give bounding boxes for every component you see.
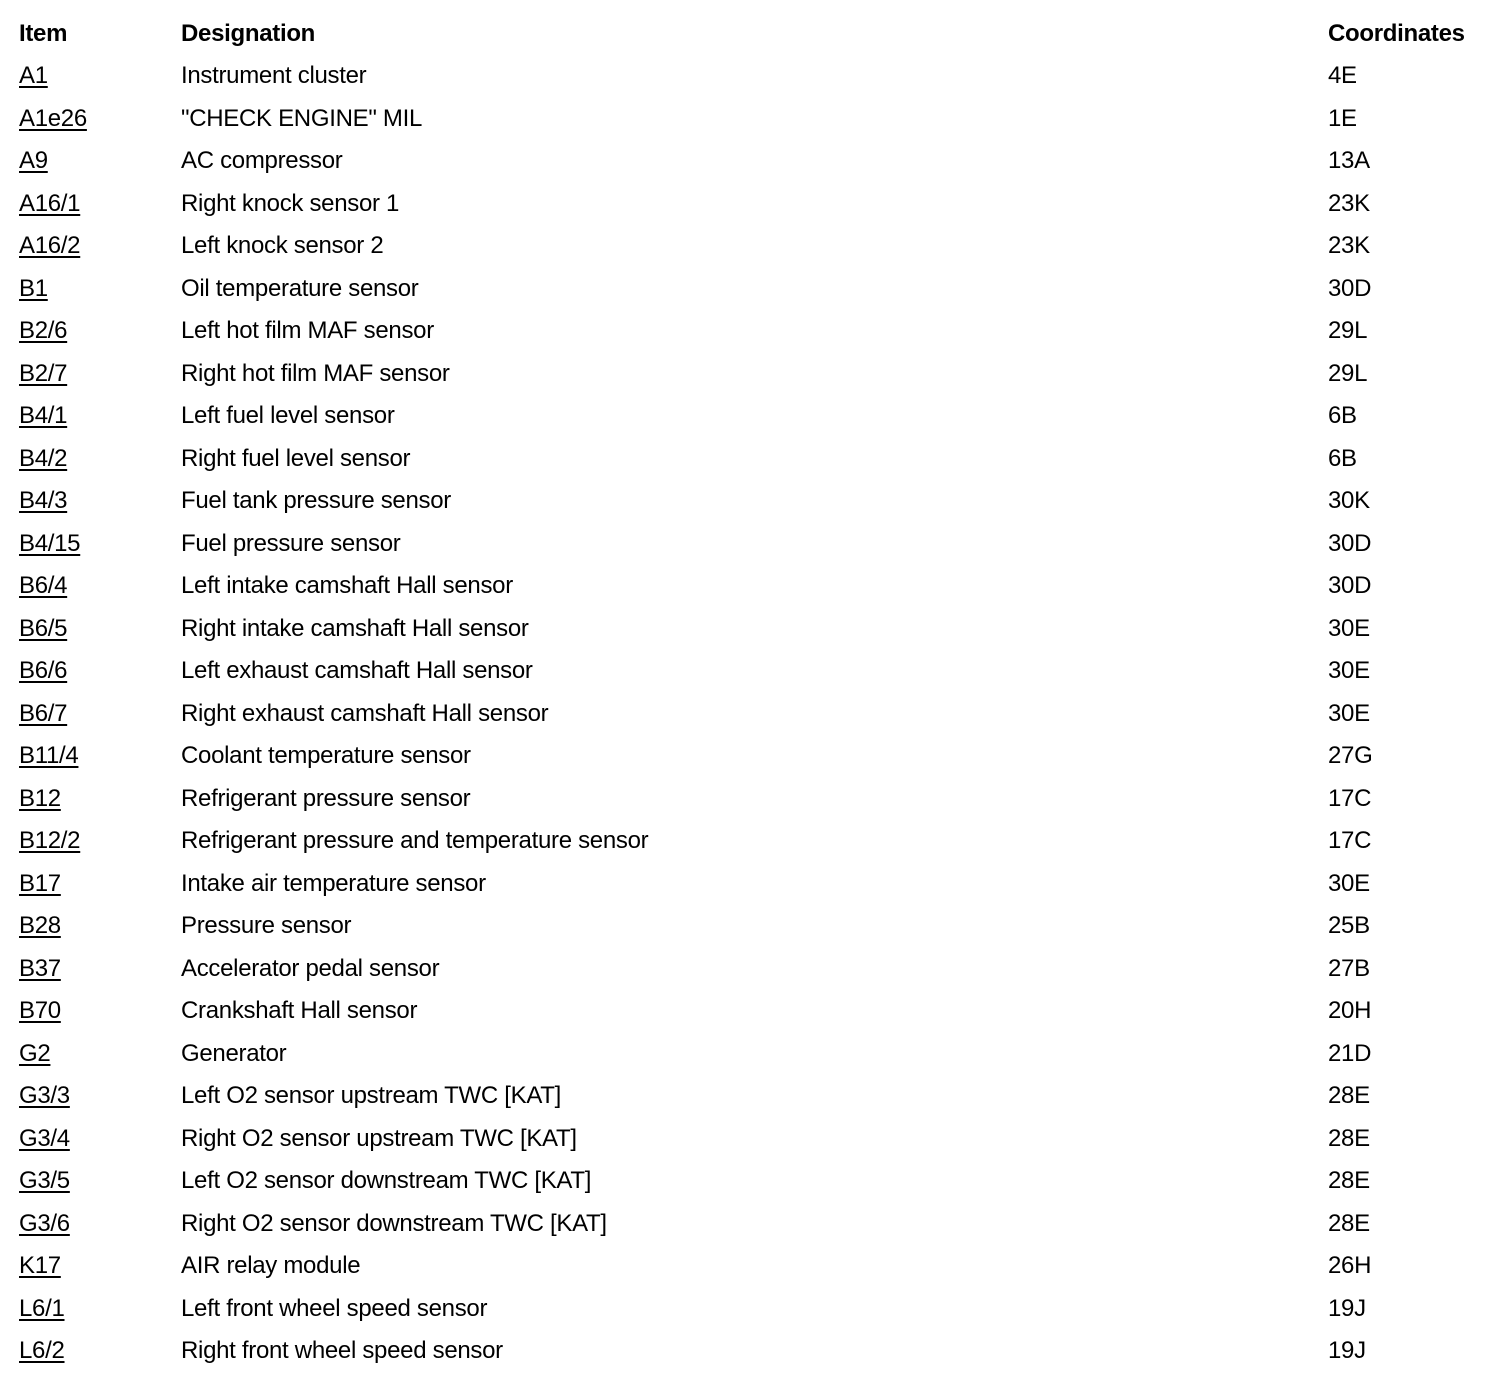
designation-text: Oil temperature sensor — [181, 274, 419, 302]
item-link[interactable]: B4/3 — [19, 487, 68, 514]
designation-text: Right knock sensor 1 — [181, 189, 400, 217]
item-link[interactable]: B17 — [19, 869, 61, 897]
coordinates-text: 13A — [1328, 147, 1370, 174]
coordinates-text: 30D — [1328, 274, 1372, 302]
table-row — [0, 98, 1504, 140]
item-link[interactable]: G3/4 — [19, 1124, 70, 1152]
designation-text: Left exhaust camshaft Hall sensor — [181, 657, 533, 684]
table-row — [0, 820, 1504, 862]
table-row — [0, 990, 1504, 1032]
table-row — [0, 735, 1504, 777]
coordinates-text: 19J — [1328, 1337, 1366, 1364]
designation-text: Left intake camshaft Hall sensor — [181, 572, 513, 599]
item-link[interactable]: B6/5 — [19, 614, 68, 642]
coordinates-text: 20H — [1328, 997, 1372, 1024]
header-item: Item — [19, 20, 68, 47]
coordinates-text: 17C — [1328, 827, 1372, 854]
coordinates-text: 28E — [1328, 1082, 1370, 1109]
coordinates-text: 27G — [1328, 742, 1373, 769]
table-row — [0, 1288, 1504, 1330]
designation-text: Refrigerant pressure and temperature sensor — [181, 827, 649, 854]
item-link[interactable]: B6/4 — [19, 572, 68, 599]
item-link[interactable]: B6/6 — [19, 657, 68, 684]
designation-text: Crankshaft Hall sensor — [181, 997, 418, 1024]
designation-text: Fuel tank pressure sensor — [181, 487, 451, 514]
designation-text: Left fuel level sensor — [181, 402, 395, 429]
table-row — [0, 480, 1504, 522]
designation-text: Right hot film MAF sensor — [181, 359, 450, 387]
coordinates-text: 23K — [1328, 189, 1370, 217]
item-link[interactable]: B2/7 — [19, 359, 68, 387]
coordinates-text: 30K — [1328, 487, 1370, 514]
coordinates-text: 28E — [1328, 1167, 1370, 1194]
coordinates-text: 29L — [1328, 359, 1368, 387]
coordinates-text: 25B — [1328, 912, 1370, 939]
designation-text: Pressure sensor — [181, 912, 352, 939]
coordinates-text: 17C — [1328, 784, 1372, 812]
item-link[interactable]: B11/4 — [19, 742, 79, 769]
designation-text: Right fuel level sensor — [181, 444, 411, 472]
item-link[interactable]: G3/6 — [19, 1209, 70, 1237]
designation-text: Right front wheel speed sensor — [181, 1337, 503, 1364]
item-link[interactable]: B6/7 — [19, 699, 68, 727]
table-header — [0, 13, 1504, 55]
coordinates-text: 6B — [1328, 402, 1357, 429]
table-row — [0, 310, 1504, 352]
designation-text: Right intake camshaft Hall sensor — [181, 614, 529, 642]
item-link[interactable]: L6/1 — [19, 1294, 65, 1322]
item-link[interactable]: A16/1 — [19, 189, 81, 217]
designation-text: Refrigerant pressure sensor — [181, 784, 471, 812]
coordinates-text: 28E — [1328, 1124, 1370, 1152]
coordinates-text: 28E — [1328, 1209, 1370, 1237]
item-link[interactable]: B4/15 — [19, 529, 81, 557]
designation-text: Generator — [181, 1039, 287, 1067]
coordinates-text: 4E — [1328, 62, 1357, 89]
table-row — [0, 1118, 1504, 1160]
item-link[interactable]: B12/2 — [19, 827, 81, 854]
table-row — [0, 1245, 1504, 1287]
coordinates-text: 6B — [1328, 444, 1357, 472]
coordinates-text: 21D — [1328, 1039, 1372, 1067]
designation-text: Left O2 sensor downstream TWC [KAT] — [181, 1167, 592, 1194]
table-row — [0, 268, 1504, 310]
item-link[interactable]: L6/2 — [19, 1337, 65, 1364]
item-link[interactable]: B1 — [19, 274, 48, 302]
coordinates-text: 1E — [1328, 104, 1357, 132]
coordinates-text: 29L — [1328, 317, 1368, 344]
table-row — [0, 1330, 1504, 1372]
coordinates-text: 30E — [1328, 657, 1370, 684]
designation-text: AIR relay module — [181, 1252, 361, 1279]
designation-text: Accelerator pedal sensor — [181, 954, 440, 982]
table-row — [0, 693, 1504, 735]
coordinates-text: 30E — [1328, 614, 1370, 642]
table-row — [0, 225, 1504, 267]
coordinates-text: 30E — [1328, 869, 1370, 897]
table-row — [0, 1203, 1504, 1245]
header-coordinates: Coordinates — [1328, 20, 1465, 47]
table-row — [0, 140, 1504, 182]
table-row — [0, 565, 1504, 607]
designation-text: "CHECK ENGINE" MIL — [181, 104, 423, 132]
designation-text: AC compressor — [181, 147, 343, 174]
designation-text: Left O2 sensor upstream TWC [KAT] — [181, 1082, 562, 1109]
item-link[interactable]: K17 — [19, 1252, 61, 1279]
table-row — [0, 863, 1504, 905]
table-row — [0, 183, 1504, 225]
coordinates-text: 26H — [1328, 1252, 1372, 1279]
item-link[interactable]: A1 — [19, 62, 48, 89]
table-row — [0, 353, 1504, 395]
coordinates-text: 30D — [1328, 529, 1372, 557]
table-row — [0, 948, 1504, 990]
coordinates-text: 27B — [1328, 954, 1370, 982]
item-link[interactable]: G3/3 — [19, 1082, 70, 1109]
item-link[interactable]: A16/2 — [19, 232, 81, 259]
coordinates-text: 30D — [1328, 572, 1372, 599]
item-link[interactable]: B12 — [19, 784, 61, 812]
item-link[interactable]: A1e26 — [19, 104, 87, 132]
coordinates-text: 19J — [1328, 1294, 1366, 1322]
coordinates-text: 23K — [1328, 232, 1370, 259]
table-row — [0, 1075, 1504, 1117]
designation-text: Right O2 sensor downstream TWC [KAT] — [181, 1209, 607, 1237]
table-row — [0, 905, 1504, 947]
item-link[interactable]: G3/5 — [19, 1167, 70, 1194]
designation-text: Left hot film MAF sensor — [181, 317, 434, 344]
table-row — [0, 608, 1504, 650]
designation-text: Left knock sensor 2 — [181, 232, 384, 259]
designation-text: Right exhaust camshaft Hall sensor — [181, 699, 549, 727]
header-designation: Designation — [181, 20, 316, 47]
item-link[interactable]: B4/1 — [19, 402, 68, 429]
table-row — [0, 523, 1504, 565]
item-link[interactable]: B28 — [19, 912, 61, 939]
designation-text: Left front wheel speed sensor — [181, 1294, 488, 1322]
designation-text: Fuel pressure sensor — [181, 529, 401, 557]
designation-text: Right O2 sensor upstream TWC [KAT] — [181, 1124, 577, 1152]
designation-text: Coolant temperature sensor — [181, 742, 471, 769]
item-link[interactable]: B2/6 — [19, 317, 68, 344]
designation-text: Intake air temperature sensor — [181, 869, 486, 897]
table-row — [0, 438, 1504, 480]
table-row — [0, 1033, 1504, 1075]
item-link[interactable]: B4/2 — [19, 444, 68, 472]
item-link[interactable]: A9 — [19, 147, 48, 174]
table-row — [0, 395, 1504, 437]
table-row — [0, 778, 1504, 820]
item-link[interactable]: B37 — [19, 954, 61, 982]
table-row — [0, 650, 1504, 692]
table-row — [0, 55, 1504, 97]
designation-text: Instrument cluster — [181, 62, 367, 89]
coordinates-text: 30E — [1328, 699, 1370, 727]
table-row — [0, 1160, 1504, 1202]
item-link[interactable]: G2 — [19, 1039, 51, 1067]
item-link[interactable]: B70 — [19, 997, 61, 1024]
